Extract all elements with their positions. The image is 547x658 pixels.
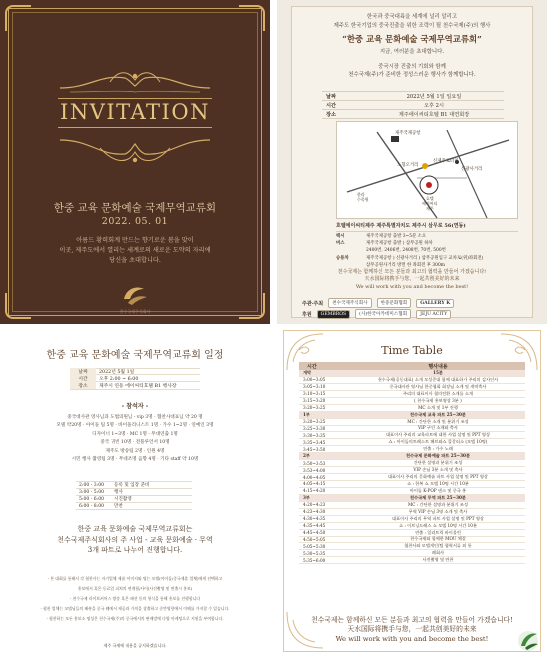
time-table-rows [299,370,525,564]
details-closing [292,269,532,291]
closing-line: 天水国际将携手与您，一起共创美好的未来 [364,276,460,283]
time-table-row [299,377,525,384]
info-row-venue [322,110,504,119]
note-line: - 본 대회를 통해서 각 협찬사는 자기업체 제품 이미지와 명는 모델(아이돌/중국제휴 업체)에게 선택하고 [47,576,223,581]
content-cell: 쇼 : 이브닝드레스 쇼 모델 10명 시간 10분 [398,522,478,528]
content-cell: 천수국제(공동대표) 소개 모성준대 함께 대표하가 주리의 감사인사 [377,376,499,382]
time-table-section-row [299,412,525,419]
details-invite-text [292,48,532,80]
content-cell: 중국대사관 영사님 한중협회 회장님 소개 및 개막축사 [389,383,487,389]
schedule-info-row [70,382,200,389]
invitation-heading: INVITATION [60,100,210,124]
content-cell: 연출 : 가수 노래 [423,446,453,452]
time-table-row [299,543,525,550]
time-cell: 2부 [303,453,310,459]
schedule-info-value: 오후 2:00 ~ 6:00 [99,376,139,382]
time-table-row [299,405,525,412]
content-cell: 15분 [433,369,443,375]
time-cell: 5:35~6:00 [303,557,326,563]
timeline-row [76,503,192,510]
content-cell: 주리의 대표이사 협의전환 소개를 소개 [402,390,474,396]
attendee-line: 모델 약20명 · 아이돌 팀 5명 · 바이올리니스트 1명 · 가수 1~2명 · 연예인 3명 [56,423,214,429]
time-table-header [299,362,525,370]
host-logo: 한중문화협회 [377,298,412,308]
time-table-section-row [299,453,525,460]
sponsor-logos-row [302,309,451,319]
details-intro-line: 한국과 중국대륙을 세계에 널리 알리고 [366,14,458,20]
transport-key: 버스 [336,241,345,247]
host-logos-row [302,298,454,308]
content-cell: MC 소개 및 1부 진행 [418,404,458,410]
timeline-time: 2:00 - 3:00 [79,482,105,488]
transport-row [336,233,518,240]
time-cell: 5:30~5:35 [303,550,326,556]
time-cell: 4:50~5:05 [303,536,326,542]
corner-ornament-top-right [239,5,265,31]
content-cell: 폐회사 [431,550,445,556]
time-cell: 3:53~4:00 [303,467,326,473]
statement-line: 3개 파트로 나누어 진행합니다. [87,546,183,554]
note-line: - 협찬하는 모든 홍보소 명성은 천수국제(주)의 중국에서의 판매망에 다양 마케팅으로 지원을 부여합니다. [46,616,224,621]
attendee-line: 디자이너 1~3명 · MC 1명 · 무대연출 1명 [92,431,178,437]
info-key: 장소 [326,111,337,118]
schedule-info-key: 시간 [70,375,96,382]
content-cell: 사진촬영 및 만찬 [422,557,454,563]
content-cell: 쇼 : 한복 쇼 모델 10명 시간 10분 [407,480,469,486]
time-table-row [299,523,525,530]
time-table-row [299,391,525,398]
corner-ornament-top-left [5,5,31,31]
transport-key [336,247,366,254]
attendee-heading: - 참석자 - [121,403,149,410]
time-table-section-row [299,495,525,502]
attendee-line: 시민 행사 촬영팀 3명 · 무대조명 음향 4명 · 기타 staff 약 10명 [71,457,199,463]
time-cell: 4:23~4:30 [303,509,326,515]
time-table-row [299,550,525,557]
info-row-time [322,101,504,110]
note-line: - 천수국제 라이브커머스 방송 혹은 패션 등의 형식을 통해 홍보를 진행합니다 [69,596,201,601]
timeline-time: 5:00 - 6:00 [79,496,105,502]
closing-line: 천수국제는 함께하신 모든 분들과 최고의 협력을 만들어 가겠습니다! [337,269,487,275]
time-cell: 4:15~4:20 [303,488,326,494]
time-cell: 3:45~3:50 [303,446,326,452]
content-cell: 무역 VIP 손님 3명 소개 및 축사 [408,508,468,514]
content-cell: 협찬사와 모델게인/팀 협력서류 외 통 [404,543,472,549]
time-cell: 개막 [303,369,312,375]
corner-ornament-bottom-right [239,293,265,319]
time-table-title: Time Table [381,344,443,357]
schedule-notes [10,574,260,624]
header-time: 시간 [307,363,317,370]
map-label-airport: 제주국제공항 [395,131,421,136]
content-cell: 간단한 설명과 분위기 조성 [413,460,463,466]
invitation-cover-panel [0,0,270,324]
invitation-subtitle: 한중 교육 문화예술 국제무역교류회 [53,202,217,214]
schedule-info-value: 2022년 5월 1일 [99,370,135,376]
transport-row [336,240,518,247]
content-cell: 대표이사 주리의 무역 파트 사업 설명 및 PPT 영상 [392,515,484,521]
timeline-item: 만찬 [114,504,123,509]
statement-line: 한중 교육 문화예술 국제무역교류회는 [77,525,193,533]
details-invite-line: 지금, 여러분을 초대합니다. [379,49,445,56]
time-cell: 3:35~3:45 [303,439,326,445]
sponsor-label: 후원 [302,311,312,318]
timeline-item: 시진촬영 [114,497,132,502]
timeline-item: 등록 및 입장 준비 [114,483,150,488]
time-cell: 4:05~4:15 [303,481,326,487]
details-card [291,6,533,318]
time-table-row [299,481,525,488]
invitation-body-line: 이곳, 제주도에서 열리는 세계로의 새로운 도약의 자리에 [59,247,211,254]
time-cell: 5:05~5:30 [303,543,326,549]
sponsor-logo: JEJU ACITY [416,310,451,319]
note-line: - 협찬 업체는 모델님들의 패숑을 중국 웨에서 제공과 가치을 창출하고 중반영향에서 이해를 가지할 수 있습니다. [40,606,230,611]
content-cell: MC : 간단한 소개 및 분위기 조성 [407,418,469,424]
title-line-bottom [58,127,212,128]
time-table-row [299,557,525,564]
closing-line: We will work with you and become the best! [355,283,469,290]
content-cell: 천수국제 교육 파트 25~30분 [410,411,466,417]
time-table-section-row [299,370,525,377]
content-cell: 아이돌 K-POP 댄스 및 중국 홍 [409,487,467,493]
time-table-panel [277,324,547,658]
content-cell: 쇼 : 아이돌의트레스트 패브와쇼 콜갈러소 (모델 10명) [388,439,488,445]
time-cell: 3:10~3:15 [303,391,326,397]
info-key: 시간 [326,102,337,109]
attendee-line: 중국대사관 영사님과 도법의원님 - vip 3명 · 협찬사대표님 약 20 명 [67,415,203,420]
content-cell: 대표이사 주리의 교육파트에 대한 사업 설명 및 PPT 영상 [385,432,491,438]
event-info-table [322,91,504,119]
details-title: “한중 교육 문화예술 국제무역교류회” [342,34,482,45]
transport-value: 제주국제공항 출발 3~5분 소요 [366,234,427,239]
time-cell: 4:20~4:23 [303,502,326,508]
content-cell: 천수국제 무역 파트 25~30분 [410,494,466,500]
transport-row [336,255,518,262]
time-cell: 4:35~4:45 [303,523,326,529]
time-table-row [299,474,525,481]
brand-leaf-icon [515,628,541,652]
top-flourish-ornament [0,68,270,96]
schedule-info-table [70,368,200,390]
content-cell: ( 천수국제 홍보영상 3분 ) [414,397,462,403]
transport-key: 승용차 [336,255,349,261]
content-cell: 대표이사 주리의 문화예술 파트 사업 설명 및 PPT 영상 [388,474,488,480]
time-table-row [299,398,525,405]
transport-value: 삼무공원사거리 방면 한 좌회전 후 300m [366,262,445,268]
time-cell: 3:20~3:25 [303,419,326,425]
time-cell: 3:25~3:30 [303,425,326,431]
time-cell: 3:05~3:10 [303,384,326,390]
sponsor-logo: GEMBROS [317,310,350,319]
timeline-table [76,481,192,510]
details-invite-line: 중국시장 진출의 기회와 함께 [378,63,446,70]
transport-key: 택시 [336,234,345,239]
time-cell: 3:15~3:20 [303,398,326,404]
timeline-row [76,496,192,503]
note-line: 홍보에서 혹은 동료업 피처의 연계협/사이(사진촬영 및 연출시 홍보) [77,586,193,591]
time-cell: 3:00~3:05 [303,377,326,383]
time-table-row [299,460,525,467]
host-logo: 천수국제주식회사 [328,298,372,308]
closing-line: 天水国际将携手与您，一起共创美好的未来 [347,625,477,634]
title-line-top [58,98,212,99]
info-key: 날짜 [326,93,337,100]
info-value: 제주에이씨티호텔 B1 대연회장 [398,111,470,118]
header-content: 행사내용 [428,363,448,370]
details-intro [292,13,532,30]
venue-address: 호텔에이씨티제주 제주특별자치도 제주시 삼무로 56(연동) [336,220,518,232]
schedule-statement [0,524,270,556]
time-cell: 3:50~3:53 [303,460,326,466]
time-cell: 4:30~4:35 [303,516,326,522]
invitation-body [30,236,240,266]
info-value: 2022년 5월 1일 일요일 [406,93,462,100]
map-label-rotary: 신제주로터리 [433,159,459,164]
schedule-footer: 제주 국제에 내용을 공지하겠습니다. [103,643,167,648]
closing-line: We will work with you and become the best! [335,634,489,643]
timeline-time: 6:00 - 8:00 [79,503,105,509]
schedule-title: 한중 교육 문화예술 국제무역교류회 일정 [46,350,224,361]
schedule-info-key: 날짜 [70,368,96,375]
map-label-arboretum: 한라 수목원 [357,192,369,202]
invitation-body-line: 아름드 황력회계 만드는 향기로운 봄을 맞이 [76,237,194,244]
time-table-row [299,516,525,523]
timeline-row [76,482,192,489]
map-label-nohyeong: 노형오거리 [397,163,419,168]
invitation-date: 2022. 05. 01 [101,216,169,227]
content-cell: VIP 손님 3분 소개 및 축사 [413,467,463,473]
transport-value: 제주국제공항 ) 신광사거리 ) 삼무공원입구 교차로(위)좌회전) [366,255,484,261]
details-intro-line: 제주도 한국기업의 중국진출을 위한 조력이 될 천수국제(주)의 행사 [333,22,491,29]
location-map[interactable] [336,121,518,219]
attendee-line: 중국 귀빈 10명 · 전플루언서 10명 [100,440,170,446]
closing-line: 천수국제는 함께하신 모든 분들과 최고의 협력을 만들어 가겠습니다! [311,616,513,624]
time-cell: 3:30~3:35 [303,432,326,438]
time-table-row [299,439,525,446]
content-cell: 천수국제 문화예술 파트 25~30분 [405,453,471,459]
host-logo: GALLERY K [416,299,454,308]
statement-line: 천수국제주식회사의 주 사업 - 교육 문화예술 · 무역 [57,535,213,544]
map-label-hotel: 호텔 에이씨티 제주 [422,196,438,211]
timeline-row [76,489,192,496]
invitation-body-line: 당신을 초대합니다. [109,257,161,264]
timeline-item: 행사 [114,490,123,495]
time-cell: 1부 [303,411,310,417]
info-row-date [322,92,504,101]
attendee-list [10,414,260,464]
transport-info [336,233,518,269]
time-table-row [299,419,525,426]
company-logo-caption: 천수국제주식회사 [119,309,151,314]
map-label-singwang: 신광사거리 [461,167,483,172]
bottom-flourish-ornament [0,134,270,168]
schedule-panel [0,324,270,658]
sponsor-logo: (사)한국아카데미스협회 [355,309,411,319]
transport-key [336,262,366,269]
timeline-time: 3:00 - 5:00 [79,489,105,495]
transport-value: 제주국제공항 출발 ) 삼무공원 하차 [366,241,433,247]
info-value: 오후 2시 [424,102,444,109]
corner-ornament-bottom-left [5,293,31,319]
schedule-info-key: 장소 [70,382,96,389]
attendee-line: 제주도 방송팀 2명 · 인원 4명 [105,448,165,454]
time-table-row [299,509,525,516]
time-cell: 3부 [303,494,310,500]
transport-row [336,247,518,254]
event-details-panel [277,0,547,324]
host-label: 주관·주최 [302,300,324,307]
transport-row [336,262,518,269]
content-cell: MC : 간단한 설명과 분위기 조성 [407,501,469,507]
time-table-row [299,384,525,391]
time-table-row [299,502,525,509]
time-table [299,362,525,564]
content-cell: 연출 : 얼리트릭 바이올린 [415,529,461,535]
time-cell: 4:45~4:50 [303,530,326,536]
schedule-info-value: 제주시 연동 에이씨티호텔 B1 행사장 [99,383,177,389]
details-invite-line: 천수국제(주)가 준비한 정성스러운 행사가 함께합니다. [348,72,476,79]
time-cell: 3:20~3:25 [303,405,326,411]
content-cell: 천수국제와 합께한 MOU 체결 [410,536,466,542]
company-logo-icon [120,283,150,307]
time-cell: 4:00~4:05 [303,474,326,480]
time-table-closing [277,616,547,644]
transport-value: 2400번, 2406번, 2408번, 70번, 500번 [366,248,446,254]
time-table-row [299,488,525,495]
content-cell: VIP 구인 소개와 축사 [418,425,458,431]
